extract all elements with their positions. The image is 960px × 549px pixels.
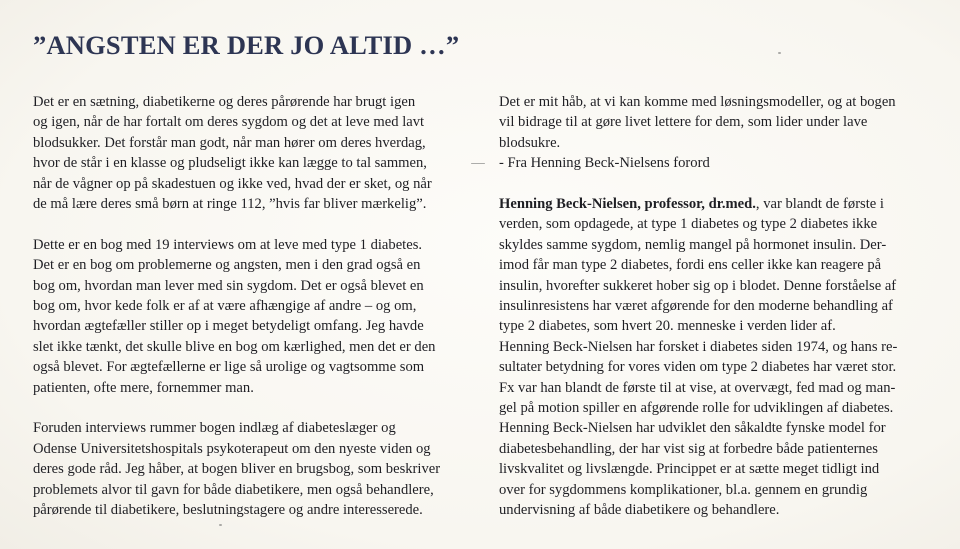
text-line: bog om, hvordan man lever med sin sygdom. Det er også blevet en: [33, 277, 424, 294]
text-line: Fx var han blandt de første til at vise, at overvægt, fed mad og man-: [499, 379, 896, 396]
text-line: Henning Beck-Nielsen har udviklet den såkaldte fynske model for: [499, 420, 886, 437]
text-line: verden, som opdagede, at type 1 diabetes og type 2 diabetes ikke: [499, 216, 878, 233]
text-line: slet ikke tænkt, det skulle blive en bog om kærlighed, men det er den: [33, 338, 436, 355]
page-title: ”ANGSTEN ER DER JO ALTID …”: [33, 30, 460, 60]
text-line: deres gode råd. Jeg håber, at bogen bliver en brugsbog, som beskriver: [33, 461, 441, 478]
intro-paragraph: [33, 92, 473, 214]
text-line: sultater betydning for vores viden om type 2 diabetes har været stor.: [499, 359, 897, 376]
text-line: blodsukker. Det forstår man godt, når man hører om deres hverdag,: [33, 134, 426, 151]
text-line: skyldes samme sygdom, nemlig mangel på hormonet insulin. Der-: [499, 236, 887, 253]
author-bio-intro: , var blandt de første i: [755, 196, 884, 213]
text-line: gel på motion spiller en afgørende rolle for udviklingen af diabetes.: [499, 400, 894, 417]
text-line: insulin, hvorefter sukkeret hober sig op i blodet. Denne forståelse af: [499, 277, 897, 294]
text-line: [499, 194, 939, 214]
contents-paragraph: [33, 418, 473, 520]
text-line: Det er en bog om problemerne og angsten, men i den grad også en: [33, 257, 421, 274]
text-line: Dette er en bog med 19 interviews om at leve med type 1 diabetes.: [33, 236, 423, 253]
text-line: patienten, ofte mere, fornemmer man.: [33, 379, 254, 396]
print-speck: [219, 524, 222, 526]
text-line: Odense Universitetshospitals psykoterapeut om den nyeste viden og: [33, 440, 431, 457]
text-line: Henning Beck-Nielsen har forsket i diabetes siden 1974, og hans re-: [499, 338, 898, 355]
left-column: [33, 92, 473, 541]
foreword-quote: [499, 92, 939, 174]
text-line: bog om, hvor kede folk er af at være afhængige af andre – og om,: [33, 298, 417, 315]
text-line: Det er mit håb, at vi kan komme med løsningsmodeller, og at bogen: [499, 94, 896, 110]
text-line: Foruden interviews rummer bogen indlæg af diabeteslæger og: [33, 420, 396, 437]
print-speck: [471, 163, 485, 164]
author-bio: [499, 194, 939, 521]
quote-attribution: - Fra Henning Beck-Nielsens forord: [499, 155, 710, 172]
text-line: blodsukre.: [499, 134, 561, 151]
text-line: hvordan ægtefæller stiller op i meget betydeligt omfang. Jeg havde: [33, 318, 424, 335]
text-line: og igen, når de har fortalt om deres sygdom og det at leve med lavt: [33, 114, 425, 131]
text-line: også blevet. For ægtefællerne er lige så urolige og vagtsomme som: [33, 359, 425, 376]
text-line: når de vågner op på skadestuen og ikke ved, hvad der er sket, og når: [33, 175, 432, 192]
text-line: undervisning af både diabetikere og behandlere.: [499, 502, 780, 519]
author-name: Henning Beck-Nielsen, professor, dr.med.: [499, 196, 756, 213]
text-line: insulinresistens har været afgørende for den moderne behandling af: [499, 298, 893, 315]
text-line: imod får man type 2 diabetes, fordi ens celler ikke kan reagere på: [499, 257, 882, 274]
print-speck: [778, 52, 781, 54]
text-line: pårørende til diabetikere, beslutningstagere og andre interesserede.: [33, 502, 423, 519]
text-line: hvor de står i en klasse og pludseligt ikke kan lægge to tal sammen,: [33, 155, 427, 172]
book-description-paragraph: [33, 235, 473, 398]
text-line: problemets alvor til gavn for både diabetikere, men også behandlere,: [33, 481, 434, 498]
text-line: vil bidrage til at gøre livet lettere for dem, som lider under lave: [499, 114, 868, 131]
right-column: [499, 92, 939, 541]
text-line: over for sygdommens komplikationer, bl.a. gennem en grundig: [499, 481, 868, 498]
text-line: de må lære deres små børn at ringe 112, ”hvis far bliver mærkelig”.: [33, 196, 427, 213]
text-line: type 2 diabetes, som hvert 20. menneske i verden lider af.: [499, 318, 836, 335]
text-line: diabetesbehandling, der har vist sig at forbedre både patienternes: [499, 440, 878, 457]
text-line: livskvalitet og livslængde. Princippet er at sætte meget tidligt ind: [499, 461, 880, 478]
text-line: Det er en sætning, diabetikerne og deres pårørende har brugt igen: [33, 94, 416, 110]
